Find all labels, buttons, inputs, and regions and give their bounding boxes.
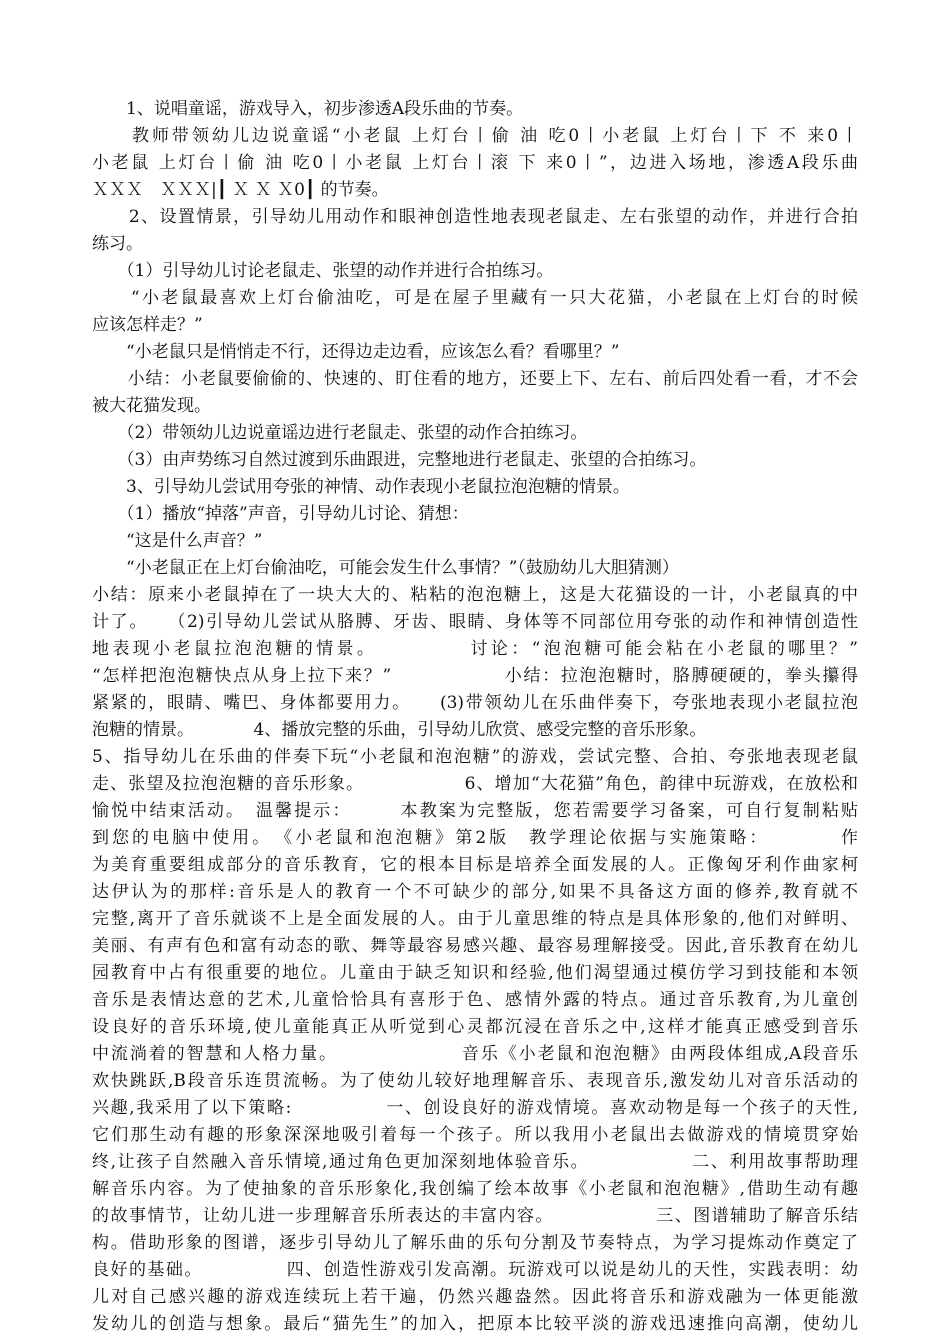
- text-line: 愉悦中结束活动。 温馨提示： 本教案为完整版，您若需要学习备案，可自行复制粘贴: [92, 801, 858, 821]
- text-line: 它们那生动有趣的形象深深地吸引着每一个孩子。所以我用小老鼠出去做游戏的情境贯穿始: [92, 1125, 858, 1145]
- text-line: 解音乐内容。为了使抽象的音乐形象化,我创编了绘本故事《小老鼠和泡泡糖》,借助生动有趣: [92, 1179, 858, 1199]
- text-line: 美丽、有声有色和富有动态的歌、舞等最容易感兴趣、最容易理解接受。因此,音乐教育在幼儿: [92, 936, 858, 956]
- text-line: 小老鼠 上灯台丨偷 油 吃0丨小老鼠 上灯台丨滚 下 来0丨”，边进入场地，渗透A段乐曲: [92, 153, 858, 173]
- text-line: （1）引导幼儿讨论老鼠走、张望的动作并进行合拍练习。: [92, 261, 554, 281]
- text-line: 兴趣,我采用了以下策略: 一、创设良好的游戏情境。喜欢动物是每一个孩子的天性,: [92, 1098, 858, 1118]
- text-line: （1）播放“掉落”声音，引导幼儿讨论、猜想：: [92, 504, 469, 524]
- text-line: 5、指导幼儿在乐曲的伴奏下玩“小老鼠和泡泡糖”的游戏，尝试完整、合拍、夸张地表现老鼠: [92, 747, 858, 767]
- text-line: 3、引导幼儿尝试用夸张的神情、动作表现小老鼠拉泡泡糖的情景。: [92, 477, 630, 497]
- text-line: 达伊认为的那样:音乐是人的教育一个不可缺少的部分,如果不具备这方面的修养,教育就不: [92, 882, 858, 902]
- text-line: 良好的基础。 四、创造性游戏引发高潮。玩游戏可以说是幼儿的天性，实践表明：幼: [92, 1260, 858, 1280]
- text-line: “怎样把泡泡糖快点从身上拉下来？” 小结：拉泡泡糖时，胳膊硬硬的，拳头攥得: [92, 666, 858, 686]
- text-line: 园教育中占有很重要的地位。儿童由于缺乏知识和经验,他们渴望通过模仿学习到技能和本领: [92, 963, 858, 983]
- text-line: 应该怎样走？”: [92, 315, 203, 335]
- text-line: 1、说唱童谣，游戏导入，初步渗透A段乐曲的节奏。: [92, 99, 524, 119]
- text-line: 2、设置情景，引导幼儿用动作和眼神创造性地表现老鼠走、左右张望的动作，并进行合拍: [92, 207, 858, 227]
- text-line: 被大花猫发现。: [92, 396, 211, 416]
- text-line: 发幼儿的创造与想象。最后“猫先生”的加入，把原本比较平淡的游戏迅速推向高潮，使幼儿: [92, 1314, 858, 1334]
- text-line: 的故事情节，让幼儿进一步理解音乐所表达的丰富内容。 三、图谱辅助了解音乐结: [92, 1206, 858, 1226]
- text-line: 欢快跳跃,B段音乐连贯流畅。为了使幼儿较好地理解音乐、表现音乐,激发幼儿对音乐活动的: [92, 1071, 858, 1091]
- text-line: 构。借助形象的图谱，逐步引导幼儿了解乐曲的乐句分割及节奏特点，为学习提炼动作奠定了: [92, 1233, 858, 1253]
- text-line: 练习。: [92, 234, 143, 254]
- text-line: 终,让孩子自然融入音乐情境,通过角色更加深刻地体验音乐。 二、利用故事帮助理: [92, 1152, 858, 1172]
- text-line: ＸＸＸ ＸＸＸ|┃ Ｘ Ｘ Ｘ0┃ 的节奏。: [92, 180, 389, 200]
- text-line: 中流淌着的智慧和人格力量。 音乐《小老鼠和泡泡糖》由两段体组成,A段音乐: [92, 1044, 858, 1064]
- text-line: 音乐是表情达意的艺术,儿童恰恰具有喜形于色、感情外露的特点。通过音乐教育,为儿童创: [92, 990, 858, 1010]
- text-line: “小老鼠正在上灯台偷油吃，可能会发生什么事情？”（鼓励幼儿大胆猜测）: [92, 558, 679, 578]
- text-line: 为美育重要组成部分的音乐教育，它的根本目标是培养全面发展的人。正像匈牙利作曲家柯: [92, 855, 858, 875]
- text-line: 设良好的音乐环境,使儿童能真正从听觉到心灵都沉浸在音乐之中,这样才能真正感受到音乐: [92, 1017, 858, 1037]
- text-line: 紧紧的，眼睛、嘴巴、身体都要用力。 (3)带领幼儿在乐曲伴奏下，夸张地表现小老鼠拉泡: [92, 693, 858, 713]
- text-line: 地表现小老鼠拉泡泡糖的情景。 讨论：“泡泡糖可能会粘在小老鼠的哪里？”: [92, 639, 858, 659]
- text-line: “这是什么声音？”: [92, 531, 263, 551]
- text-line: 完整,离开了音乐就谈不上是全面发展的人。由于儿童思维的特点是具体形象的,他们对鲜明、: [92, 909, 858, 929]
- text-line: 儿对自己感兴趣的游戏连续玩上若干遍，仍然兴趣盎然。因此将音乐和游戏融为一体更能激: [92, 1287, 858, 1307]
- text-line: 小结：小老鼠要偷偷的、快速的、盯住看的地方，还要上下、左右、前后四处看一看，才不会: [92, 369, 858, 389]
- text-line: “小老鼠只是悄悄走不行，还得边走边看，应该怎么看？看哪里？”: [92, 342, 620, 362]
- text-line: 泡糖的情景。 4、播放完整的乐曲，引导幼儿欣赏、感受完整的音乐形象。: [92, 720, 707, 740]
- text-line: 到您的电脑中使用。 《小老鼠和泡泡糖》第2版 教学理论依据与实施策略： 作: [92, 828, 858, 848]
- text-line: 小结：原来小老鼠掉在了一块大大的、粘粘的泡泡糖上，这是大花猫设的一计，小老鼠真的中: [92, 585, 858, 605]
- text-line: “小老鼠最喜欢上灯台偷油吃，可是在屋子里藏有一只大花猫，小老鼠在上灯台的时候: [92, 288, 858, 308]
- text-line: 走、张望及拉泡泡糖的音乐形象。 6、增加“大花猫”角色，韵律中玩游戏，在放松和: [92, 774, 858, 794]
- text-line: （2）带领幼儿边说童谣边进行老鼠走、张望的动作合拍练习。: [92, 423, 588, 443]
- text-line: 计了。 （2)引导幼儿尝试从胳膊、牙齿、眼睛、身体等不同部位用夸张的动作和神情创造性: [92, 612, 858, 632]
- text-line: 教师带领幼儿边说童谣“小老鼠 上灯台丨偷 油 吃0丨小老鼠 上灯台丨下 不 来0丨: [92, 126, 858, 146]
- text-line: （3）由声势练习自然过渡到乐曲跟进，完整地进行老鼠走、张望的合拍练习。: [92, 450, 707, 470]
